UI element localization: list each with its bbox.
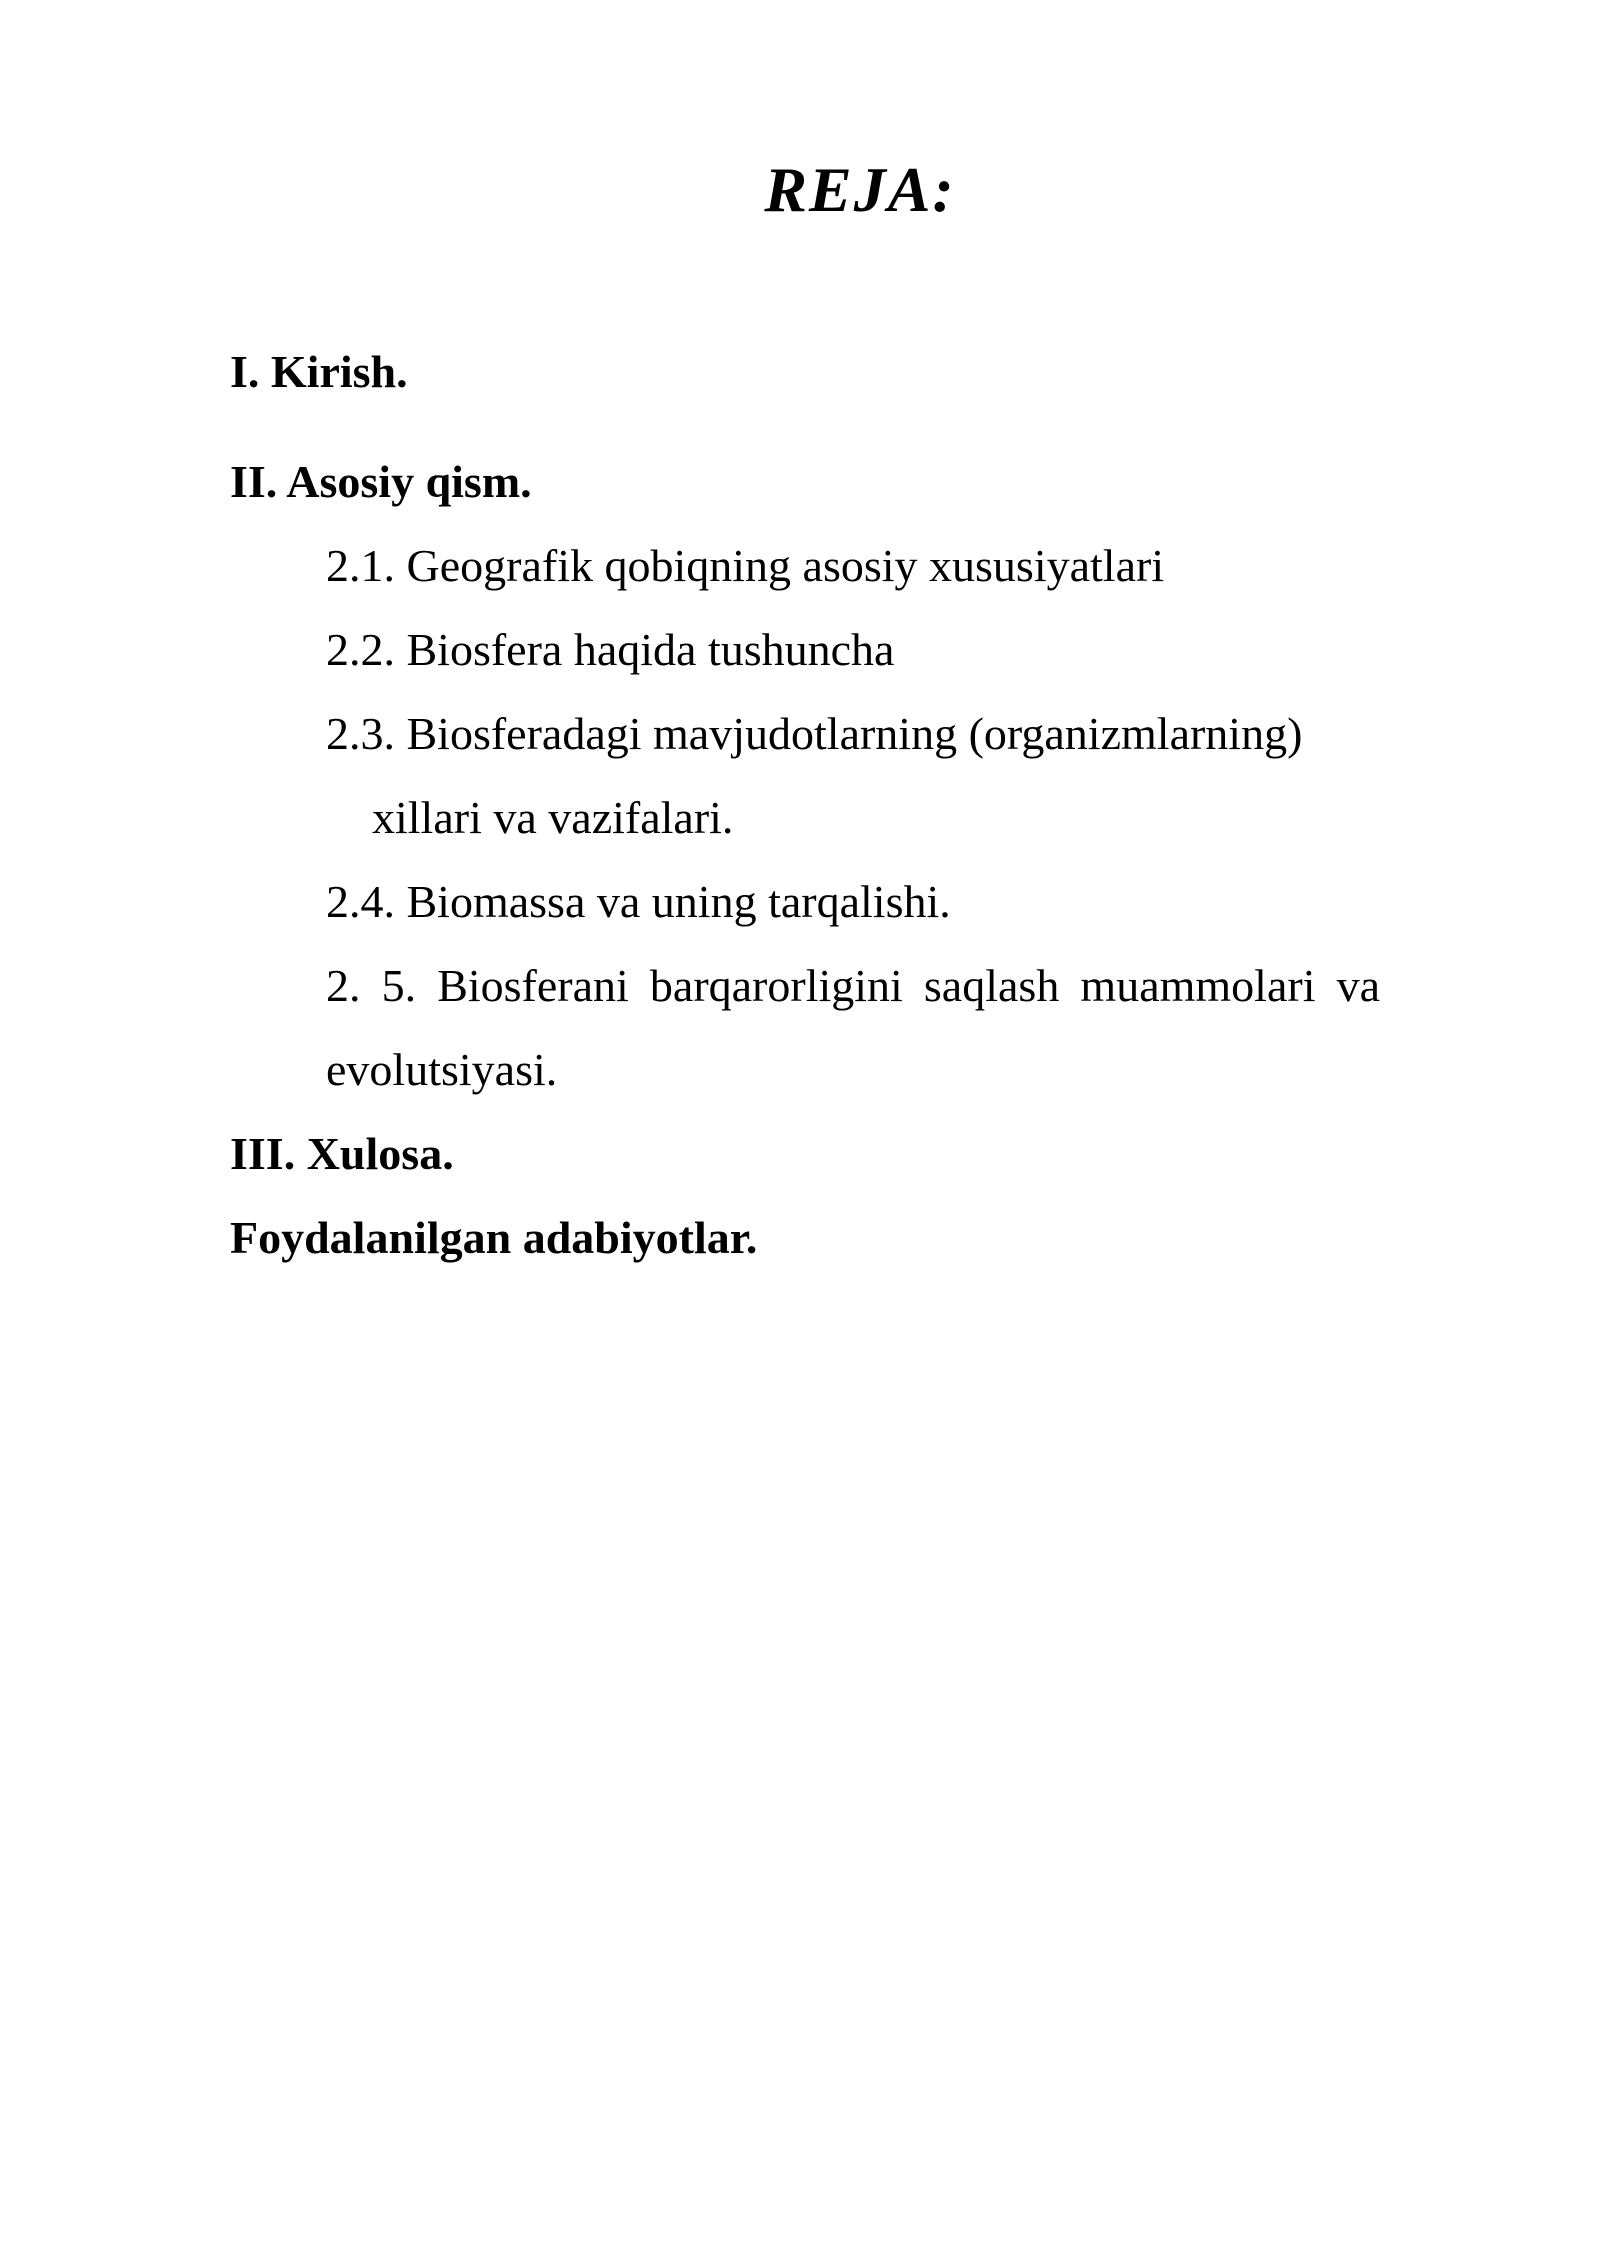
section-intro: I. Kirish. (230, 346, 408, 397)
subsection-2-1: 2.1. Geografik qobiqning asosiy xususiyatlari (326, 540, 1165, 591)
page-title: REJA: (764, 154, 956, 225)
section-main: II. Asosiy qism. (230, 456, 532, 507)
section-references: Foydalanilgan adabiyotlar. (230, 1212, 758, 1263)
subsection-2-5-line-1: 2. 5. Biosferani barqarorligini saqlash muammolari va (326, 960, 1380, 1011)
subsection-2-5-line-2: evolutsiyasi. (326, 1044, 558, 1095)
subsection-2-4: 2.4. Biomassa va uning tarqalishi. (326, 876, 951, 927)
subsection-2-2: 2.2. Biosfera haqida tushuncha (326, 624, 895, 675)
subsection-2-3-line-1: 2.3. Biosferadagi mavjudotlarning (organizmlarning) (326, 708, 1303, 759)
subsection-2-3-line-2: xillari va vazifalari. (372, 792, 734, 843)
section-conclusion: III. Xulosa. (230, 1128, 454, 1179)
